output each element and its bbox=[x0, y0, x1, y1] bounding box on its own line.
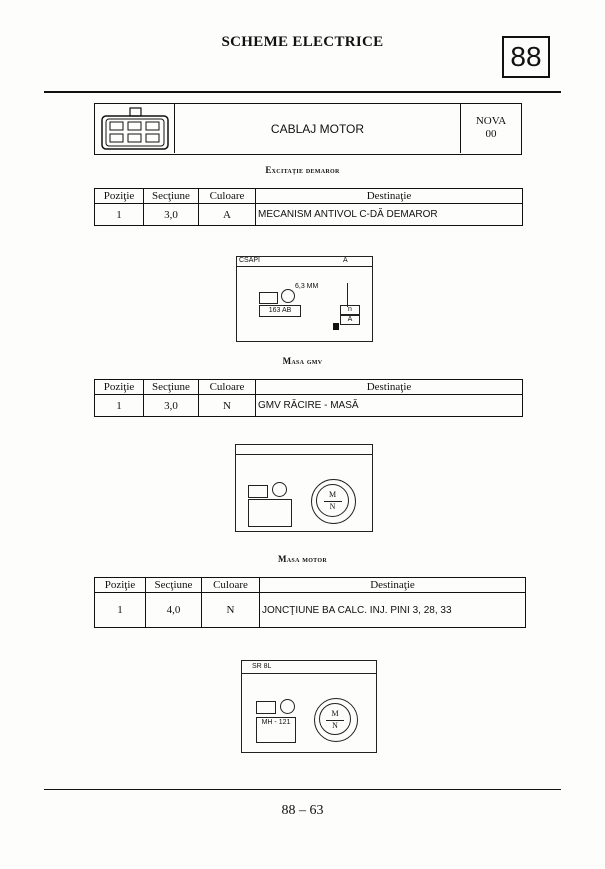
page-number: 88 – 63 bbox=[281, 803, 324, 818]
connector-icon-cell bbox=[95, 104, 175, 153]
cell-destinatie: GMV RĂCIRE - MASĂ bbox=[256, 395, 523, 417]
component-circle-icon bbox=[280, 699, 295, 714]
col-header-pozitie: Poziţie bbox=[95, 189, 144, 204]
wire-table-excitatie bbox=[94, 188, 523, 226]
pin-lead-line bbox=[347, 283, 348, 307]
ground-label-bottom: N bbox=[329, 502, 336, 511]
col-header-sectiune: Secţiune bbox=[144, 380, 199, 395]
component-box-icon bbox=[259, 292, 278, 304]
section-heading-excitatie: Excitaţie demaror bbox=[265, 165, 340, 175]
cell-culoare: N bbox=[199, 395, 256, 417]
component-block-icon bbox=[248, 499, 292, 527]
component-circle-icon bbox=[281, 289, 295, 303]
connector-code-line2: 00 bbox=[485, 128, 497, 140]
cell-culoare: N bbox=[202, 593, 260, 628]
location-diagram-excitatie bbox=[236, 256, 373, 342]
location-diagram-masa-motor bbox=[241, 660, 377, 753]
diagram-top-band bbox=[236, 454, 372, 455]
component-box-icon bbox=[256, 701, 276, 714]
col-header-pozitie: Poziţie bbox=[95, 578, 146, 593]
col-header-sectiune: Secţiune bbox=[144, 189, 199, 204]
cell-sectiune: 4,0 bbox=[146, 593, 202, 628]
page-number-box: 88 bbox=[502, 36, 550, 78]
diagram-top-label: CSAPI bbox=[239, 257, 261, 264]
cell-pozitie: 1 bbox=[95, 593, 146, 628]
table-row bbox=[95, 593, 526, 628]
connector-name: CABLAJ MOTOR bbox=[175, 104, 461, 153]
diagram-top-label: SR 8L bbox=[252, 663, 272, 670]
diagram-top-band bbox=[242, 673, 376, 674]
ground-point-inner-icon bbox=[316, 484, 349, 517]
col-header-destinatie: Destinaţie bbox=[256, 380, 523, 395]
footer-divider bbox=[44, 789, 561, 790]
connector-plug-icon bbox=[95, 104, 175, 153]
diagram-size-label: 6,3 MM bbox=[295, 283, 319, 290]
section-heading-masa-motor: Masa motor bbox=[278, 554, 327, 564]
cell-sectiune: 3,0 bbox=[144, 395, 199, 417]
col-header-pozitie: Poziţie bbox=[95, 380, 144, 395]
pin-bottom-label: A bbox=[340, 315, 360, 325]
location-diagram-masa-gmv bbox=[235, 444, 373, 532]
col-header-destinatie: Destinaţie bbox=[256, 189, 523, 204]
wire-table-masa-motor bbox=[94, 577, 526, 628]
ground-marker-icon bbox=[333, 323, 339, 330]
component-circle-icon bbox=[272, 482, 287, 497]
page-title: SCHEME ELECTRICE bbox=[221, 34, 384, 50]
header-divider bbox=[44, 91, 561, 93]
col-header-culoare: Culoare bbox=[199, 189, 256, 204]
cell-destinatie: JONCŢIUNE BA CALC. INJ. PINI 3, 28, 33 bbox=[260, 593, 526, 628]
cell-culoare: A bbox=[199, 204, 256, 226]
diagram-right-label: A bbox=[343, 257, 348, 264]
ground-point-inner-icon bbox=[319, 703, 351, 735]
ground-label-bottom: N bbox=[332, 721, 338, 730]
connector-code bbox=[461, 104, 521, 153]
section-heading-masa-gmv: Masa gmv bbox=[282, 356, 323, 366]
pin-top-label: n bbox=[340, 305, 360, 315]
col-header-culoare: Culoare bbox=[199, 380, 256, 395]
ground-label-top: M bbox=[331, 709, 339, 718]
col-header-sectiune: Secţiune bbox=[146, 578, 202, 593]
cell-pozitie: 1 bbox=[95, 395, 144, 417]
connector-header bbox=[94, 103, 522, 155]
col-header-culoare: Culoare bbox=[202, 578, 260, 593]
ground-label-top: M bbox=[328, 490, 337, 499]
wire-table-masa-gmv bbox=[94, 379, 523, 417]
diagram-top-band bbox=[237, 266, 372, 267]
cell-destinatie: MECANISM ANTIVOL C-DĂ DEMAROR bbox=[256, 204, 523, 226]
component-box-icon bbox=[248, 485, 268, 498]
cell-sectiune: 3,0 bbox=[144, 204, 199, 226]
table-row bbox=[95, 204, 523, 226]
connector-code-line1: NOVA bbox=[475, 115, 507, 127]
diagram-box-label: MH - 121 bbox=[256, 717, 296, 743]
table-row bbox=[95, 395, 523, 417]
diagram-box-label: 163 AB bbox=[259, 305, 301, 317]
col-header-destinatie: Destinaţie bbox=[260, 578, 526, 593]
cell-pozitie: 1 bbox=[95, 204, 144, 226]
